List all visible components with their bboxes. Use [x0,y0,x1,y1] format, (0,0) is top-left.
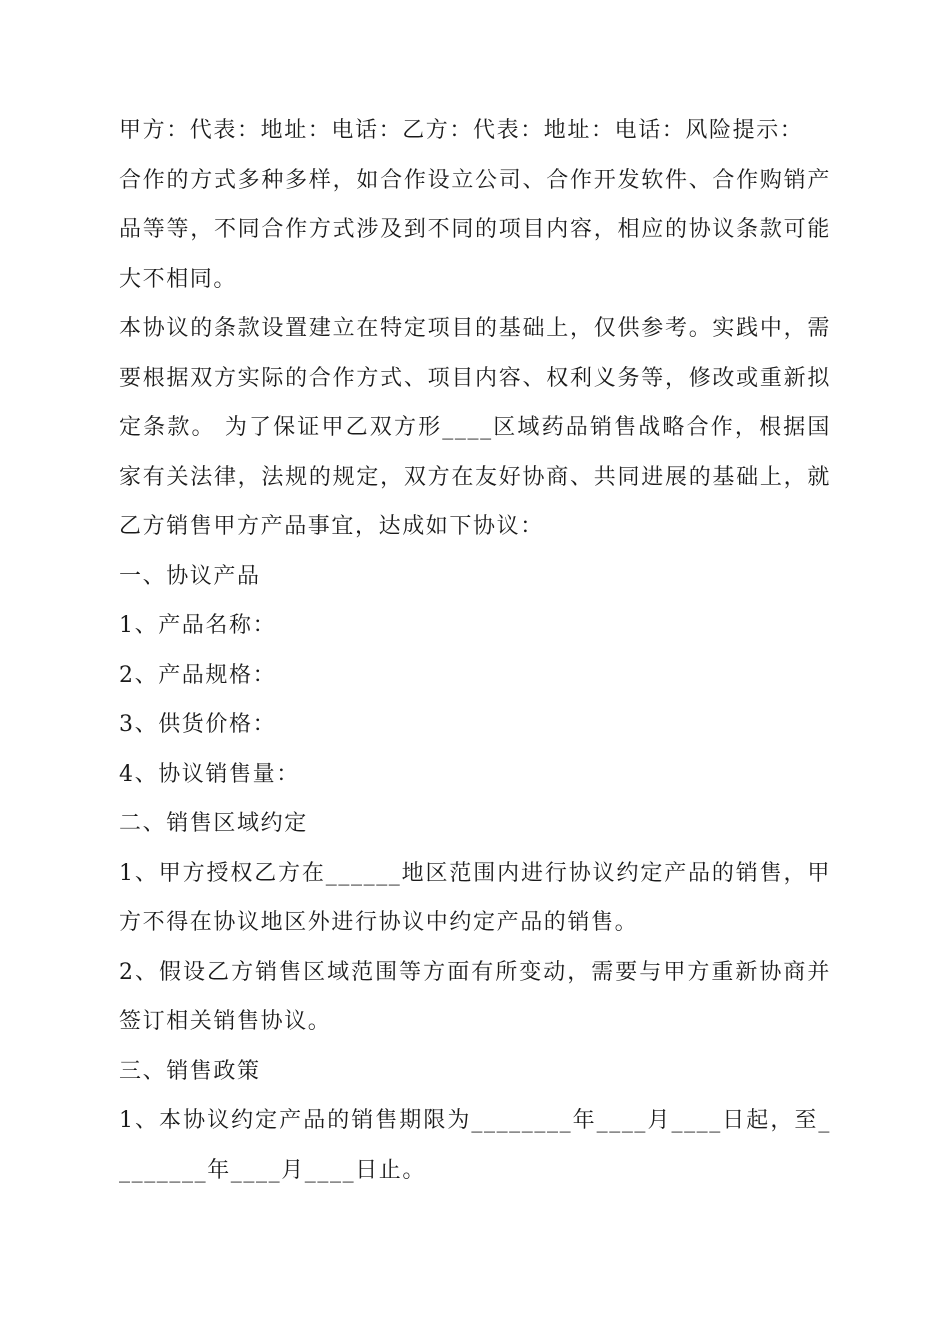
clause-product-name: 1、产品名称： [119,613,277,638]
clause-supply-price: 3、供货价格： [119,712,277,737]
section-heading-products: 一、协议产品 [119,563,261,589]
clause-sales-volume: 4、协议销售量： [119,761,300,787]
section-heading-sales-region: 二、销售区域约定 [119,811,308,836]
party-info-line: 甲方：代表：地址：电话：乙方：代表：地址：电话：风险提示： [119,118,804,143]
clause-sales-period: 1、本协议约定产品的销售期限为________年____月____日起，至________年____月____日止。 [119,1108,831,1183]
clause-region-change: 2、假设乙方销售区域范围等方面有所变动，需要与甲方重新协商并签订相关销售协议。 [119,959,831,1034]
agreement-preamble-paragraph: 本协议的条款设置建立在特定项目的基础上，仅供参考。实践中，需要根据双方实际的合作方式、项目内容、权利义务等，修改或重新拟定条款。 为了保证甲乙双方形____区域药品销售战略合作，根据国家有关法律，法规的规定，双方在友好协商、共同进展的基础上，就乙方销售甲方产品事宜，达成如下协议： [119,316,831,539]
risk-notice-paragraph: 合作的方式多种多样，如合作设立公司、合作开发软件、合作购销产品等等，不同合作方式涉及到不同的项目内容，相应的协议条款可能大不相同。 [119,167,831,292]
clause-region-authorization: 1、甲方授权乙方在______地区范围内进行协议约定产品的销售，甲方不得在协议地区外进行协议中约定产品的销售。 [119,860,831,935]
document-body [119,106,831,1195]
section-heading-sales-policy: 三、销售政策 [119,1058,261,1084]
clause-product-spec: 2、产品规格： [119,662,277,688]
